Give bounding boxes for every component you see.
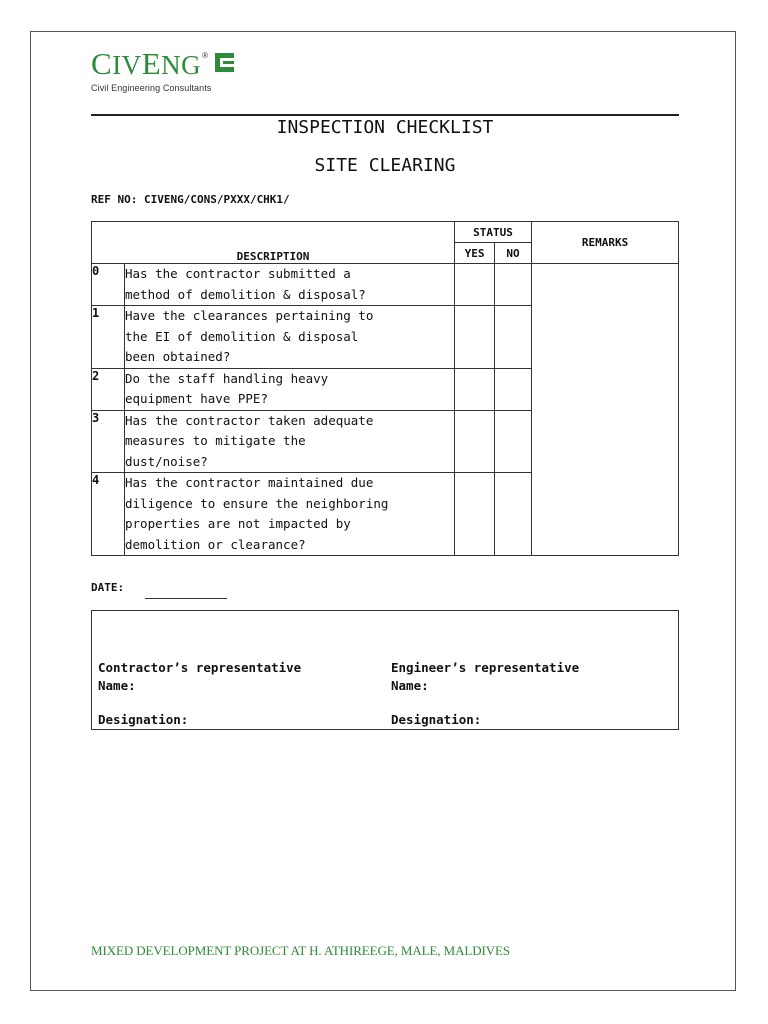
status-yes-cell[interactable] <box>455 306 495 369</box>
description-line: Has the contractor taken adequate <box>125 412 374 428</box>
description-line: equipment have PPE? <box>125 391 268 406</box>
item-number: 2 <box>92 368 125 410</box>
engineer-name-label: Name: <box>391 678 429 693</box>
status-yes-cell[interactable] <box>455 264 495 306</box>
status-no-cell[interactable] <box>495 368 532 410</box>
signature-box <box>91 610 679 730</box>
description-line: been obtained? <box>125 349 231 364</box>
status-no-cell[interactable] <box>495 410 532 473</box>
description-line: diligence to ensure the neighboring <box>125 495 389 511</box>
checklist-table <box>91 221 679 556</box>
status-no-cell[interactable] <box>495 306 532 369</box>
status-no-cell[interactable] <box>495 473 532 556</box>
document-subtitle: SITE CLEARING <box>314 155 456 176</box>
description-line: measures to mitigate the <box>125 433 306 448</box>
header-yes: YES <box>455 243 495 264</box>
date-field-line[interactable] <box>145 598 227 599</box>
contractor-designation-label: Designation: <box>98 712 189 727</box>
header-description: DESCRIPTION <box>92 222 455 264</box>
description-line: Has the contractor submitted a <box>125 266 351 281</box>
registered-mark: ® <box>202 51 209 60</box>
item-description <box>125 410 455 473</box>
item-description <box>125 264 455 306</box>
engineer-designation-label: Designation: <box>391 712 482 727</box>
logo-wordmark: CIVENG <box>91 46 202 81</box>
date-label: DATE: <box>91 581 125 594</box>
header-remarks: REMARKS <box>532 222 679 264</box>
description-line: Do the staff handling heavy <box>125 370 329 386</box>
description-line: demolition or clearance? <box>125 536 306 552</box>
description-line: the EI of demolition & disposal <box>125 328 359 344</box>
description-line: method of demolition & disposal? <box>125 286 366 302</box>
item-number: 1 <box>92 306 125 369</box>
item-description <box>125 368 455 410</box>
document-page <box>30 31 736 991</box>
item-number: 0 <box>92 264 125 306</box>
header-rule <box>91 114 679 116</box>
description-line: properties are not impacted by <box>125 516 351 531</box>
civeng-logo <box>91 46 234 93</box>
header-status: STATUS <box>455 222 532 243</box>
document-title: INSPECTION CHECKLIST <box>276 117 494 138</box>
status-yes-cell[interactable] <box>455 410 495 473</box>
status-no-cell[interactable] <box>495 264 532 306</box>
header-no: NO <box>495 243 532 264</box>
logo-subtitle: Civil Engineering Consultants <box>91 83 212 93</box>
engineer-signature-block <box>391 659 579 695</box>
description-line: dust/noise? <box>125 453 208 469</box>
contractor-signature-block <box>98 659 301 695</box>
remarks-cell[interactable] <box>532 264 679 556</box>
description-line: Have the clearances pertaining to <box>125 308 374 323</box>
item-number: 3 <box>92 410 125 473</box>
contractor-name-label: Name: <box>98 678 136 693</box>
reference-number: REF NO: CIVENG/CONS/PXXX/CHK1/ <box>91 193 290 206</box>
item-description <box>125 473 455 556</box>
item-number: 4 <box>92 473 125 556</box>
footer-project-name: MIXED DEVELOPMENT PROJECT AT H. ATHIREEGE, MALE, MALDIVES <box>91 943 510 958</box>
item-description <box>125 306 455 369</box>
description-line: Has the contractor maintained due <box>125 475 374 490</box>
engineer-representative-label: Engineer’s representative <box>391 660 580 675</box>
logo-e-icon <box>215 53 234 72</box>
table-row <box>92 264 679 306</box>
status-yes-cell[interactable] <box>455 473 495 556</box>
status-yes-cell[interactable] <box>455 368 495 410</box>
contractor-representative-label: Contractor’s representative <box>98 660 302 675</box>
